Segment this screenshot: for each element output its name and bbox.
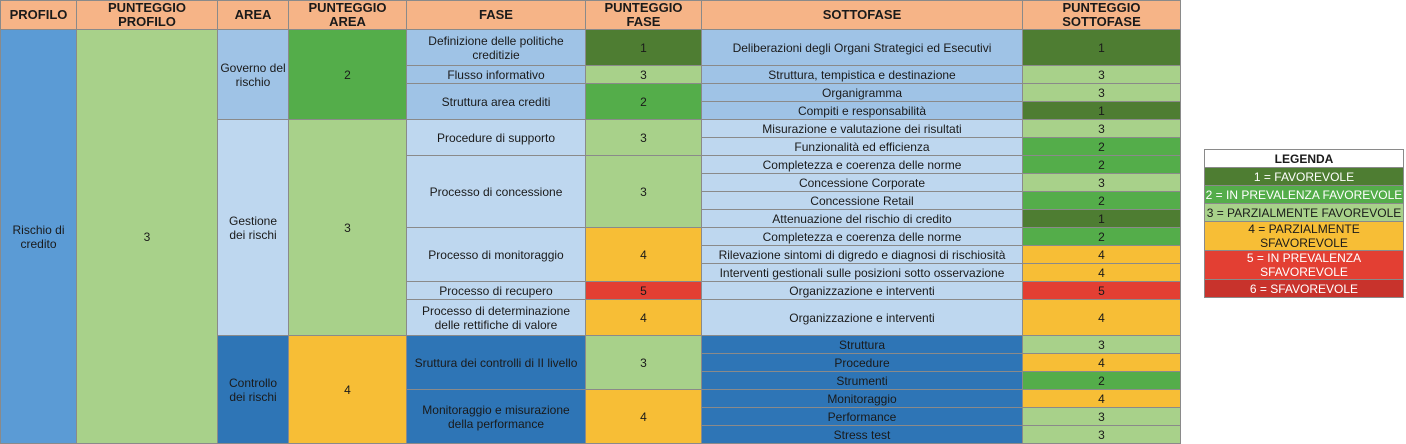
sottofase-cell: Completezza e coerenza delle norme bbox=[702, 156, 1023, 174]
header-punteggio-fase: PUNTEGGIO FASE bbox=[586, 1, 702, 30]
fase-cell: Definizione delle politiche creditizie bbox=[407, 30, 586, 66]
legend-item: 6 = SFAVOREVOLE bbox=[1205, 280, 1404, 298]
punteggio-area-cell: 4 bbox=[289, 336, 407, 444]
sottofase-cell: Compiti e responsabilità bbox=[702, 102, 1023, 120]
punteggio-sottofase-cell: 4 bbox=[1023, 354, 1181, 372]
fase-cell: Sruttura dei controlli di II livello bbox=[407, 336, 586, 390]
fase-cell: Procedure di supporto bbox=[407, 120, 586, 156]
sottofase-cell: Concessione Corporate bbox=[702, 174, 1023, 192]
sottofase-cell: Completezza e coerenza delle norme bbox=[702, 228, 1023, 246]
fase-cell: Processo di recupero bbox=[407, 282, 586, 300]
header-row bbox=[1, 1, 1181, 30]
fase-cell: Processo di monitoraggio bbox=[407, 228, 586, 282]
punteggio-area-cell: 3 bbox=[289, 120, 407, 336]
sottofase-cell: Organizzazione e interventi bbox=[702, 282, 1023, 300]
sottofase-cell: Misurazione e valutazione dei risultati bbox=[702, 120, 1023, 138]
punteggio-sottofase-cell: 2 bbox=[1023, 192, 1181, 210]
punteggio-sottofase-cell: 2 bbox=[1023, 138, 1181, 156]
sottofase-cell: Rilevazione sintomi di digredo e diagnosi di rischiosità bbox=[702, 246, 1023, 264]
punteggio-fase-cell: 4 bbox=[586, 228, 702, 282]
fase-cell: Monitoraggio e misurazione della performance bbox=[407, 390, 586, 444]
punteggio-sottofase-cell: 4 bbox=[1023, 264, 1181, 282]
punteggio-sottofase-cell: 3 bbox=[1023, 426, 1181, 444]
punteggio-sottofase-cell: 1 bbox=[1023, 210, 1181, 228]
punteggio-fase-cell: 3 bbox=[586, 336, 702, 390]
sottofase-cell: Stress test bbox=[702, 426, 1023, 444]
sottofase-cell: Deliberazioni degli Organi Strategici ed Esecutivi bbox=[702, 30, 1023, 66]
punteggio-sottofase-cell: 4 bbox=[1023, 390, 1181, 408]
legend-item: 2 = IN PREVALENZA FAVOREVOLE bbox=[1205, 187, 1403, 202]
header-fase: FASE bbox=[407, 1, 586, 30]
sottofase-cell: Struttura, tempistica e destinazione bbox=[702, 66, 1023, 84]
area-cell: Gestione dei rischi bbox=[218, 120, 289, 336]
table-body bbox=[1, 30, 1181, 444]
header-punteggio-profilo: PUNTEGGIO PROFILO bbox=[77, 1, 218, 30]
sottofase-cell: Strumenti bbox=[702, 372, 1023, 390]
header-area: AREA bbox=[218, 1, 289, 30]
punteggio-sottofase-cell: 3 bbox=[1023, 174, 1181, 192]
fase-cell: Flusso informativo bbox=[407, 66, 586, 84]
punteggio-area-cell: 2 bbox=[289, 30, 407, 120]
sottofase-cell: Procedure bbox=[702, 354, 1023, 372]
punteggio-fase-cell: 4 bbox=[586, 390, 702, 444]
fase-cell: Processo di concessione bbox=[407, 156, 586, 228]
area-cell: Controllo dei rischi bbox=[218, 336, 289, 444]
punteggio-sottofase-cell: 4 bbox=[1023, 300, 1181, 336]
punteggio-sottofase-cell: 2 bbox=[1023, 156, 1181, 174]
punteggio-sottofase-cell: 5 bbox=[1023, 282, 1181, 300]
punteggio-sottofase-cell: 3 bbox=[1023, 120, 1181, 138]
punteggio-profilo-cell: 3 bbox=[77, 30, 218, 444]
legend-item: 5 = IN PREVALENZA SFAVOREVOLE bbox=[1205, 251, 1404, 280]
area-cell: Governo del rischio bbox=[218, 30, 289, 120]
header-profilo: PROFILO bbox=[1, 1, 77, 30]
punteggio-fase-cell: 5 bbox=[586, 282, 702, 300]
punteggio-sottofase-cell: 2 bbox=[1023, 228, 1181, 246]
sottofase-cell: Concessione Retail bbox=[702, 192, 1023, 210]
profilo-cell: Rischio di credito bbox=[1, 30, 77, 444]
sottofase-cell: Organigramma bbox=[702, 84, 1023, 102]
sottofase-cell: Funzionalità ed efficienza bbox=[702, 138, 1023, 156]
sottofase-cell: Interventi gestionali sulle posizioni sotto osservazione bbox=[702, 264, 1023, 282]
sottofase-cell: Struttura bbox=[702, 336, 1023, 354]
punteggio-fase-cell: 2 bbox=[586, 84, 702, 120]
legend-items bbox=[1205, 168, 1404, 298]
punteggio-sottofase-cell: 4 bbox=[1023, 246, 1181, 264]
header-sottofase: SOTTOFASE bbox=[702, 1, 1023, 30]
punteggio-fase-cell: 1 bbox=[586, 30, 702, 66]
header-punteggio-sottofase: PUNTEGGIO SOTTOFASE bbox=[1023, 1, 1181, 30]
fase-cell: Struttura area crediti bbox=[407, 84, 586, 120]
punteggio-sottofase-cell: 3 bbox=[1023, 84, 1181, 102]
sottofase-cell: Attenuazione del rischio di credito bbox=[702, 210, 1023, 228]
legend-item: 3 = PARZIALMENTE FAVOREVOLE bbox=[1205, 204, 1404, 222]
punteggio-sottofase-cell: 1 bbox=[1023, 30, 1181, 66]
sottofase-cell: Monitoraggio bbox=[702, 390, 1023, 408]
punteggio-fase-cell: 4 bbox=[586, 300, 702, 336]
table-row bbox=[1, 30, 1181, 48]
legend-item: 1 = FAVOREVOLE bbox=[1205, 168, 1404, 186]
punteggio-sottofase-cell: 1 bbox=[1023, 102, 1181, 120]
legend-item: 4 = PARZIALMENTE SFAVOREVOLE bbox=[1205, 222, 1404, 251]
fase-cell: Processo di determinazione delle rettifiche di valore bbox=[407, 300, 586, 336]
header-punteggio-area: PUNTEGGIO AREA bbox=[289, 1, 407, 30]
punteggio-fase-cell: 3 bbox=[586, 156, 702, 228]
legend-title: LEGENDA bbox=[1205, 150, 1404, 168]
punteggio-sottofase-cell: 3 bbox=[1023, 66, 1181, 84]
sottofase-cell: Performance bbox=[702, 408, 1023, 426]
legend bbox=[1204, 149, 1404, 298]
punteggio-sottofase-cell: 3 bbox=[1023, 336, 1181, 354]
punteggio-fase-cell: 3 bbox=[586, 120, 702, 156]
punteggio-sottofase-cell: 2 bbox=[1023, 372, 1181, 390]
punteggio-sottofase-cell: 3 bbox=[1023, 408, 1181, 426]
sottofase-cell: Organizzazione e interventi bbox=[702, 300, 1023, 336]
punteggio-fase-cell: 3 bbox=[586, 66, 702, 84]
